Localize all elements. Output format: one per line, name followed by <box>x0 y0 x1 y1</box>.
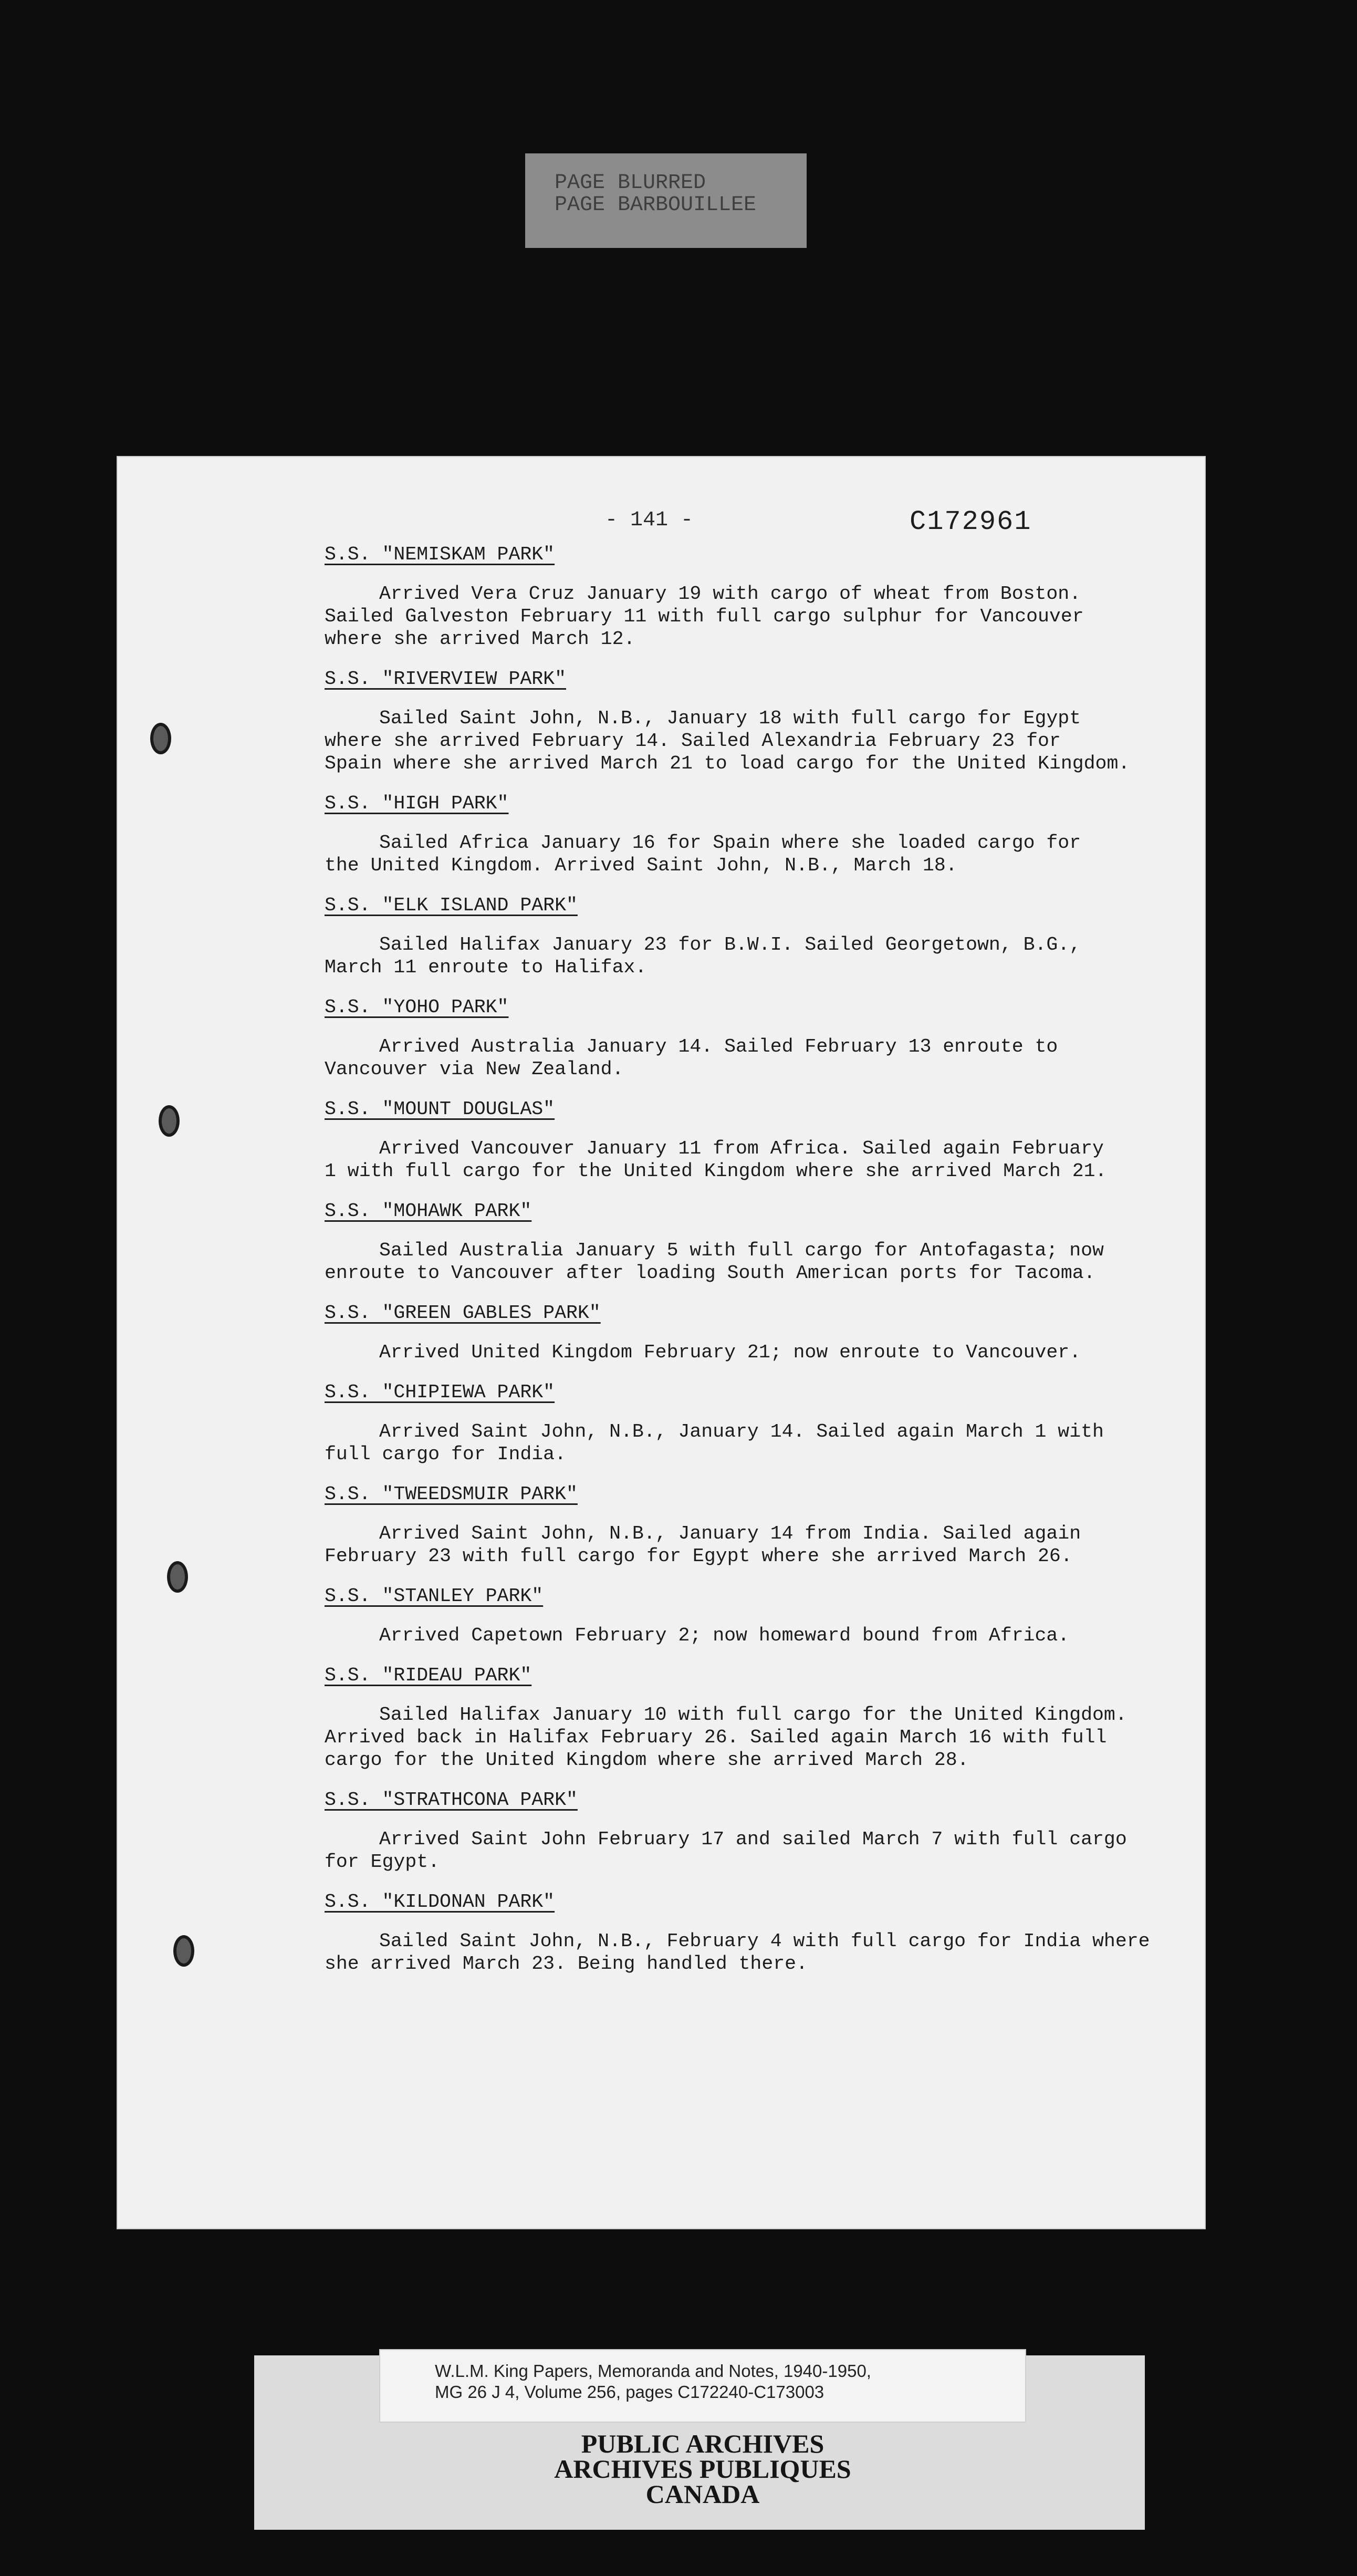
ship-movement-text: Sailed Halifax January 10 with full cargo for the United Kingdom. Arrived back in Halifax February 26. Sailed again March 16 with full cargo for the United Kingdom where she arrived March 28. <box>325 1704 1127 1771</box>
ship-name: S.S. "CHIPIEWA PARK" <box>325 1382 555 1403</box>
ship-name: S.S. "GREEN GABLES PARK" <box>325 1302 601 1324</box>
ship-entry <box>325 996 1165 1081</box>
ship-name: S.S. "HIGH PARK" <box>325 793 509 814</box>
ship-entry <box>325 792 1165 877</box>
ship-name: S.S. "YOHO PARK" <box>325 996 509 1018</box>
ship-movement-text: Arrived Saint John February 17 and sailed March 7 with full cargo for Egypt. <box>325 1829 1127 1873</box>
ship-movement-text: Sailed Halifax January 23 for B.W.I. Sailed Georgetown, B.G., March 11 enroute to Halifax. <box>325 934 1081 978</box>
ship-entry <box>325 668 1165 775</box>
ship-movement-text: Sailed Saint John, N.B., January 18 with full cargo for Egypt where she arrived February 14. Sailed Alexandria February 23 for Spain where she arrived March 21 to load cargo for the United Kingdom. <box>325 708 1130 774</box>
punch-hole <box>159 1105 180 1137</box>
ship-movement-text: Arrived United Kingdom February 21; now enroute to Vancouver. <box>379 1342 1081 1363</box>
ship-movement-text: Arrived Vancouver January 11 from Africa. Sailed again February 1 with full cargo for the United Kingdom where she arrived March 21. <box>325 1138 1107 1182</box>
collection-citation <box>379 2349 1026 2423</box>
stamp-line-1: PAGE BLURRED <box>555 171 706 195</box>
ship-entry <box>325 894 1165 979</box>
ship-name: S.S. "STRATHCONA PARK" <box>325 1789 578 1811</box>
ship-entry <box>325 1483 1165 1567</box>
ship-name: S.S. "STANLEY PARK" <box>325 1585 544 1607</box>
archives-imprint <box>379 2431 1026 2507</box>
stamp-line-2: PAGE BARBOUILLEE <box>555 193 757 217</box>
page-number: - 141 - <box>605 508 694 532</box>
citation-line-1: W.L.M. King Papers, Memoranda and Notes, 1940-1950, <box>435 2361 871 2381</box>
ship-entry <box>325 1302 1165 1364</box>
archives-line-1: PUBLIC ARCHIVES <box>581 2429 824 2458</box>
citation-line-2: MG 26 J 4, Volume 256, pages C172240-C173003 <box>435 2382 824 2402</box>
ship-movement-text: Arrived Australia January 14. Sailed February 13 enroute to Vancouver via New Zealand. <box>325 1036 1058 1080</box>
page-blurred-stamp <box>525 153 807 248</box>
ship-entry <box>325 1098 1165 1182</box>
ship-entry <box>325 1664 1165 1771</box>
document-id: C172961 <box>910 506 1032 537</box>
ship-name: S.S. "ELK ISLAND PARK" <box>325 895 578 916</box>
punch-hole <box>173 1935 194 1967</box>
ship-name: S.S. "RIDEAU PARK" <box>325 1665 532 1686</box>
ship-name: S.S. "NEMISKAM PARK" <box>325 544 555 565</box>
archives-line-3: CANADA <box>645 2479 760 2509</box>
punch-hole <box>150 723 171 754</box>
ship-movement-text: Arrived Saint John, N.B., January 14. Sailed again March 1 with full cargo for India. <box>325 1421 1104 1465</box>
ship-movement-text: Sailed Australia January 5 with full cargo for Antofagasta; now enroute to Vancouver after loading South American ports for Tacoma. <box>325 1240 1104 1284</box>
ship-name: S.S. "MOHAWK PARK" <box>325 1200 532 1222</box>
ship-entry <box>325 1585 1165 1647</box>
ship-entry <box>325 1891 1165 1975</box>
document-page <box>117 456 1206 2229</box>
ship-report-list <box>325 543 1165 1992</box>
ship-name: S.S. "KILDONAN PARK" <box>325 1891 555 1913</box>
ship-name: S.S. "RIVERVIEW PARK" <box>325 668 566 690</box>
ship-entry <box>325 1789 1165 1873</box>
punch-hole <box>167 1561 188 1593</box>
ship-movement-text: Sailed Africa January 16 for Spain where she loaded cargo for the United Kingdom. Arrived Saint John, N.B., March 18. <box>325 832 1081 876</box>
ship-name: S.S. "MOUNT DOUGLAS" <box>325 1098 555 1120</box>
archives-line-2: ARCHIVES PUBLIQUES <box>554 2454 851 2484</box>
ship-movement-text: Sailed Saint John, N.B., February 4 with full cargo for India where she arrived March 23. Being handled there. <box>325 1930 1150 1975</box>
ship-movement-text: Arrived Saint John, N.B., January 14 from India. Sailed again February 23 with full cargo for Egypt where she arrived March 26. <box>325 1523 1081 1567</box>
ship-movement-text: Arrived Vera Cruz January 19 with cargo of wheat from Boston. Sailed Galveston February 11 with full cargo sulphur for Vancouver where she arrived March 12. <box>325 583 1084 650</box>
ship-movement-text: Arrived Capetown February 2; now homeward bound from Africa. <box>379 1625 1070 1646</box>
ship-name: S.S. "TWEEDSMUIR PARK" <box>325 1483 578 1505</box>
page-header <box>117 508 1206 540</box>
ship-entry <box>325 543 1165 650</box>
ship-entry <box>325 1381 1165 1466</box>
ship-entry <box>325 1200 1165 1284</box>
